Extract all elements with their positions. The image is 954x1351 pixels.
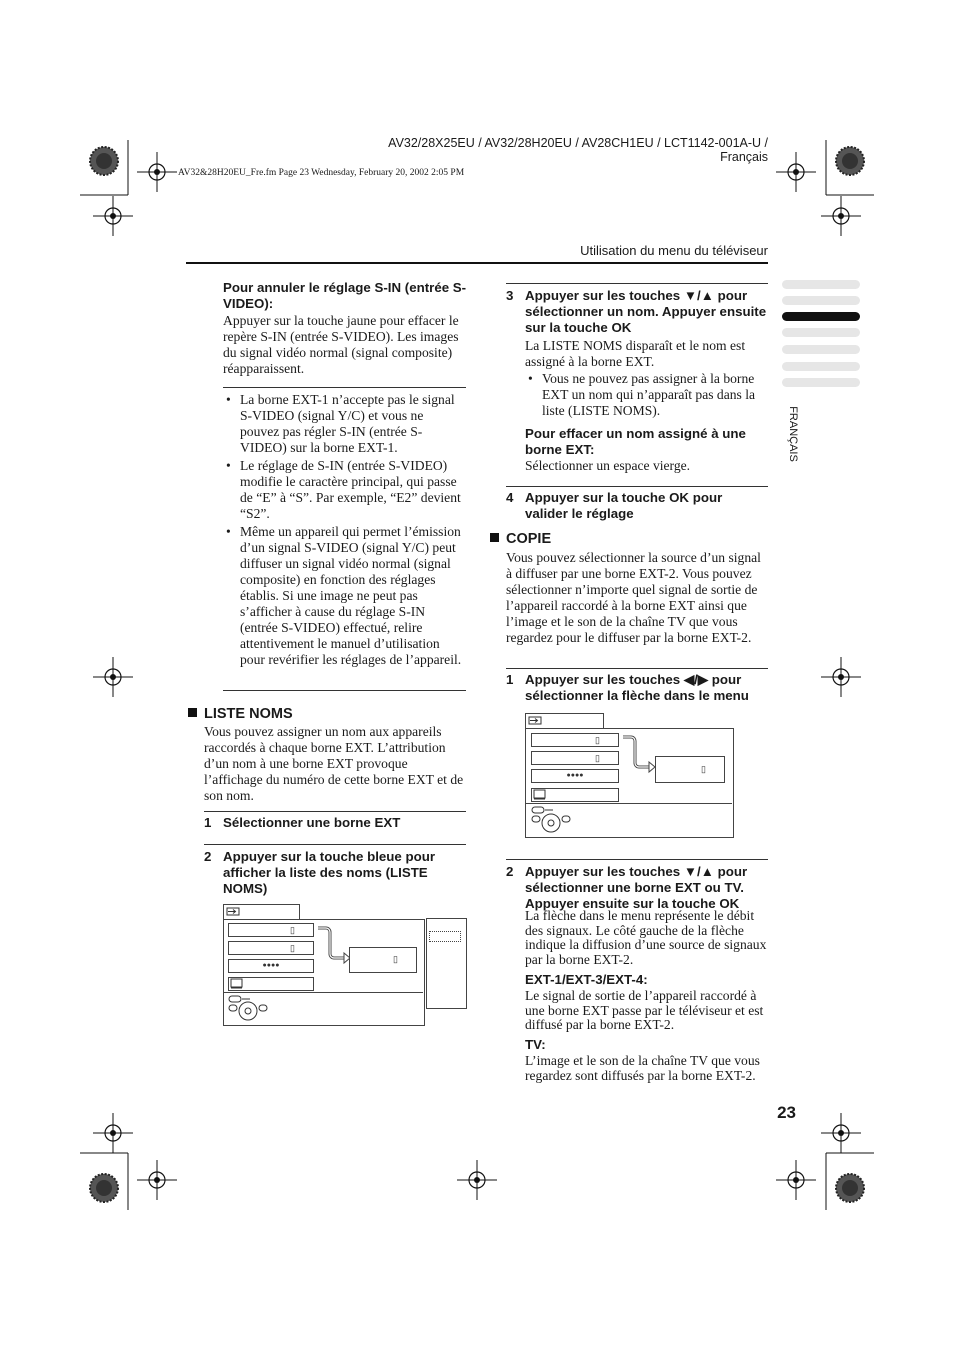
step-text: Appuyer sur la touche OK pour valider le réglage — [525, 490, 723, 521]
step-2 — [204, 849, 466, 897]
name-list-entry — [429, 931, 461, 942]
copie-step-1 — [506, 672, 768, 704]
field-icon: ▯ — [701, 764, 706, 774]
step-3-body: La LISTE NOMS disparaît et le nom est assigné à la borne EXT. — [525, 338, 746, 369]
step-rule — [506, 486, 768, 487]
ext-text: Le signal de sortie de l’appareil raccordé à une borne EXT passe par le téléviseur et est diffusé par la borne EXT-2. — [525, 988, 764, 1032]
liste-noms-heading — [188, 706, 293, 722]
copie-step-2-body: La flèche dans le menu représente le débit des signaux. Le côté gauche de la flèche indique la diffusion d’une source de signaux par la borne EXT-2. — [525, 908, 767, 967]
ext-field — [531, 751, 619, 765]
copie-text: Vous pouvez sélectionner la source d’un signal à diffuser par une borne EXT-2. Vous pouvez sélectionner n’importe quel signal de sortie de l’appareil raccordé à la borne EXT ainsi que l’image et le son de la chaîne TV que vous regardez pour le diffuser par la borne EXT-2. — [506, 550, 761, 645]
step-number: 3 — [506, 288, 514, 303]
step-1 — [204, 815, 466, 831]
side-tab-label: FRANÇAIS — [787, 406, 799, 462]
tv-heading: TV: — [525, 1037, 546, 1052]
square-bullet-icon — [188, 708, 197, 717]
step-text: Appuyer sur les touches ◀/▶ pour sélectionner la flèche dans le menu — [525, 672, 749, 703]
step-text: Sélectionner une borne EXT — [223, 815, 401, 830]
ext-field — [228, 941, 314, 955]
copie-heading — [490, 531, 551, 547]
step-number: 2 — [506, 864, 514, 879]
step-number: 1 — [506, 672, 514, 687]
side-tab-bar — [782, 345, 860, 354]
field-icon: ▯ — [290, 925, 295, 935]
output-box — [655, 756, 725, 783]
step-rule — [204, 811, 466, 812]
ext-field — [531, 769, 619, 783]
header-rule — [186, 262, 768, 264]
ext-field — [531, 733, 619, 747]
input-icon — [226, 906, 244, 917]
step-number: 1 — [204, 815, 212, 830]
tv-icon — [230, 978, 244, 989]
cancel-text: Appuyer sur la touche jaune pour effacer le repère S-IN (entrée S-VIDEO). Les images du signal vidéo normal (signal composite) réapparaissent. — [223, 313, 459, 376]
step-rule — [204, 844, 466, 845]
step-number: 2 — [204, 849, 212, 864]
page-number: 23 — [777, 1103, 796, 1122]
remote-keys-icon — [531, 806, 576, 834]
erase-heading: Pour effacer un nom assigné à une borne EXT: — [525, 426, 746, 457]
dots-label: ●●●● — [566, 772, 584, 779]
notes-bottom-rule — [223, 690, 466, 691]
ext-field — [228, 959, 314, 973]
step-number: 4 — [506, 490, 514, 505]
model-line: AV32/28X25EU / AV32/28H20EU / AV28CH1EU / LCT1142-001A-U / Français — [388, 136, 768, 164]
liste-noms-text: Vous pouvez assigner un nom aux appareils raccordés à chaque borne EXT. L’attribution d’un nom à une borne EXT provoque l’affichage du numéro de cette borne EXT et de son nom. — [204, 724, 464, 803]
side-tab-bar-active — [782, 312, 860, 321]
step-text: Appuyer sur la touche bleue pour afficher la liste des noms (LISTE NOMS) — [223, 849, 436, 896]
step-rule — [506, 668, 768, 669]
note-item: • Vous ne pouvez pas assigner à la borne EXT un nom qui n’apparaît pas dans la liste (LISTE NOMS). — [526, 371, 768, 419]
step-text: Appuyer sur les touches ▼/▲ pour sélectionner un nom. Appuyer ensuite sur la touche OK — [525, 288, 767, 335]
output-box — [349, 947, 417, 973]
flow-arrow-icon — [316, 926, 352, 966]
menu-divider — [224, 992, 423, 993]
input-icon — [528, 715, 546, 726]
copie-step-2 — [506, 864, 768, 912]
erase-text: Sélectionner un espace vierge. — [525, 458, 691, 473]
side-tab-bar — [782, 362, 860, 371]
note-item: • Le réglage de S-IN (entrée S-VIDEO) modifie le caractère principal, qui passe de “E” à “S”. Par exemple, “E2” devient “S2”. — [224, 458, 466, 522]
field-icon: ▯ — [393, 954, 398, 964]
side-tab-bar — [782, 328, 860, 337]
step-rule — [506, 859, 768, 860]
liste-noms-title: LISTE NOMS — [204, 706, 293, 722]
ext-field — [228, 923, 314, 937]
tv-icon — [533, 789, 547, 800]
copie-title: COPIE — [506, 531, 552, 547]
field-icon: ▯ — [290, 943, 295, 953]
step-3-notes — [526, 371, 768, 421]
ext-heading: EXT-1/EXT-3/EXT-4: — [525, 972, 648, 987]
remote-keys-icon — [228, 995, 273, 1021]
menu-divider — [526, 803, 732, 804]
note-item: • Même un appareil qui permet l’émission d’un signal S-VIDEO (signal Y/C) peut diffuser un signal vidéo normal (signal composite) en fonction des réglages établis. Si une image ne peut pas s’afficher à cause du réglage S-IN (entrée S-VIDEO) effectué, relire attentivement le manuel d’utilisation pour revérifier les réglages de l’appareil. — [224, 524, 466, 668]
section-title: Utilisation du menu du téléviseur — [580, 243, 768, 258]
step-text: Appuyer sur les touches ▼/▲ pour sélectionner une borne EXT ou TV. Appuyer ensuite sur la touche OK — [525, 864, 748, 911]
notes-top-rule — [223, 387, 466, 388]
step-4 — [506, 490, 768, 522]
side-tab-bar — [782, 280, 860, 289]
notes-list — [224, 392, 466, 670]
step-3 — [506, 288, 768, 336]
side-tab-bar — [782, 378, 860, 387]
step-rule — [506, 283, 768, 284]
note-item: • La borne EXT-1 n’accepte pas le signal S-VIDEO (signal Y/C) et vous ne pouvez pas régler S-IN (entrée S-VIDEO) sur la borne EXT-1. — [224, 392, 466, 456]
flow-arrow-icon — [621, 735, 657, 775]
field-icon: ▯ — [595, 753, 600, 763]
cancel-heading: Pour annuler le réglage S-IN (entrée S-VIDEO): — [223, 280, 467, 311]
field-icon: ▯ — [595, 735, 600, 745]
dots-label: ●●●● — [262, 962, 280, 969]
side-tab-bar — [782, 296, 860, 305]
tv-text: L’image et le son de la chaîne TV que vous regardez sont diffusés par la borne EXT-2. — [525, 1053, 760, 1083]
file-info-line: AV32&28H20EU_Fre.fm Page 23 Wednesday, February 20, 2002 2:05 PM — [178, 168, 465, 178]
square-bullet-icon — [490, 533, 499, 542]
